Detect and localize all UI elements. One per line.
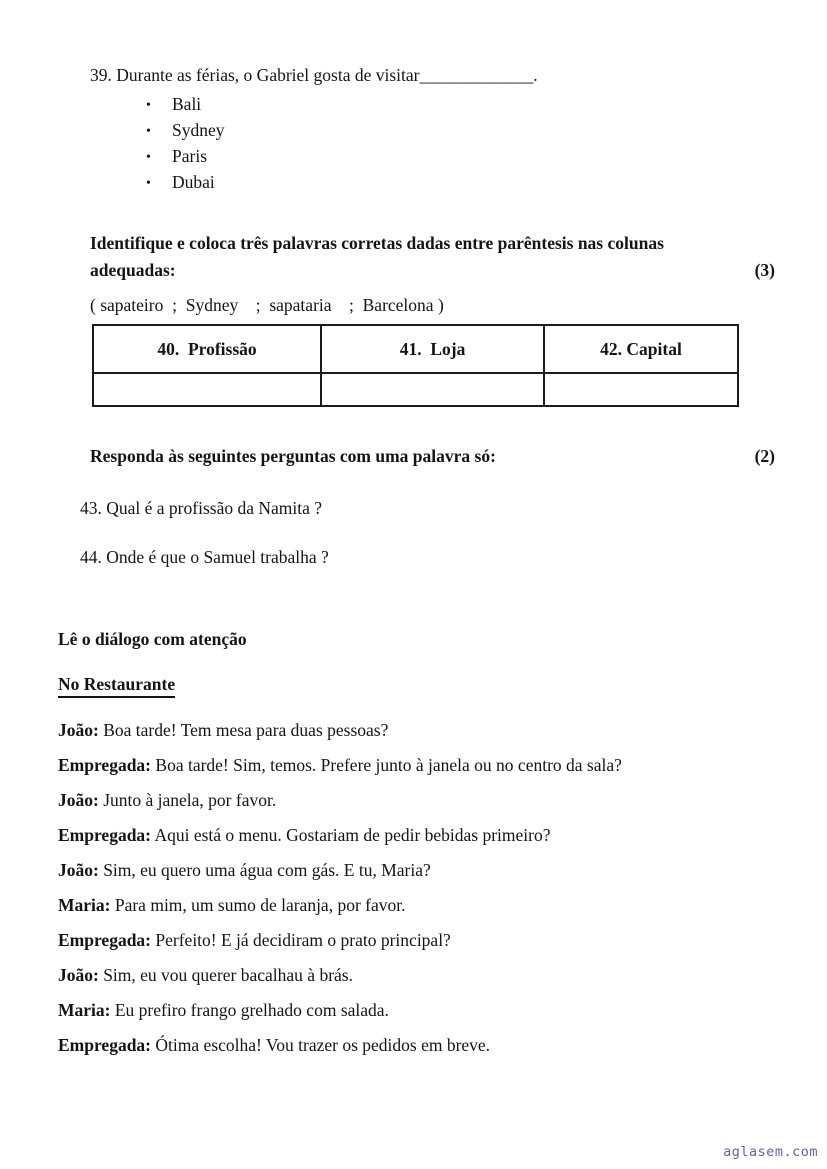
dialogue-title-text: No Restaurante bbox=[58, 674, 175, 698]
answer-cell-loja bbox=[321, 373, 544, 406]
question-39: 39. Durante as férias, o Gabriel gosta de visitar_____________. bbox=[90, 65, 538, 85]
option-label: Sydney bbox=[172, 120, 225, 140]
answer-cell-profissao bbox=[93, 373, 321, 406]
dialogue-title bbox=[58, 674, 827, 698]
dialogue-line bbox=[58, 719, 787, 741]
word-bank: ( sapateiro ; Sydney ; sapataria ; Barcelona ) bbox=[90, 295, 444, 315]
dialogue-line bbox=[58, 859, 787, 881]
answer-cell-capital bbox=[544, 373, 738, 406]
list-item bbox=[146, 92, 827, 118]
classification-table bbox=[92, 324, 739, 407]
speaker-label: João: bbox=[58, 790, 99, 810]
answer-instruction-row bbox=[90, 443, 775, 470]
column-header-profissao: 40. Profissão bbox=[93, 325, 321, 373]
dialogue-text: Sim, eu vou querer bacalhau à brás. bbox=[103, 965, 353, 985]
option-label: Dubai bbox=[172, 172, 215, 192]
dialogue-text: Boa tarde! Sim, temos. Prefere junto à janela ou no centro da sala? bbox=[155, 755, 622, 775]
dialogue-text: Boa tarde! Tem mesa para duas pessoas? bbox=[103, 720, 389, 740]
fill-table-instruction-row bbox=[90, 230, 775, 284]
dialogue bbox=[58, 719, 787, 1056]
bullet-icon: • bbox=[146, 176, 151, 191]
dialogue-line bbox=[58, 929, 787, 951]
list-item bbox=[146, 118, 827, 144]
option-label: Bali bbox=[172, 94, 202, 114]
dialogue-line bbox=[58, 964, 787, 986]
bullet-icon: • bbox=[146, 150, 151, 165]
marks-badge: (3) bbox=[754, 260, 775, 280]
dialogue-line bbox=[58, 754, 787, 776]
dialogue-line bbox=[58, 999, 787, 1021]
dialogue-line bbox=[58, 789, 787, 811]
speaker-label: Empregada: bbox=[58, 930, 152, 950]
dialogue-text: Perfeito! E já decidiram o prato principal? bbox=[155, 930, 451, 950]
question-39-options bbox=[0, 92, 827, 196]
list-item bbox=[146, 144, 827, 170]
bullet-icon: • bbox=[146, 124, 151, 139]
speaker-label: Maria: bbox=[58, 1000, 111, 1020]
speaker-label: Empregada: bbox=[58, 825, 152, 845]
dialogue-intro: Lê o diálogo com atenção bbox=[58, 629, 247, 649]
speaker-label: Maria: bbox=[58, 895, 111, 915]
speaker-label: João: bbox=[58, 720, 99, 740]
speaker-label: Empregada: bbox=[58, 1035, 152, 1055]
dialogue-text: Ótima escolha! Vou trazer os pedidos em breve. bbox=[155, 1035, 491, 1055]
question-43: 43. Qual é a profissão da Namita ? bbox=[80, 498, 323, 518]
speaker-label: Empregada: bbox=[58, 755, 152, 775]
site-watermark-link[interactable]: aglasem.com bbox=[723, 1144, 818, 1160]
dialogue-text: Eu prefiro frango grelhado com salada. bbox=[114, 1000, 389, 1020]
table-answer-row bbox=[93, 373, 738, 406]
fill-table-instruction: Identifique e coloca três palavras corretas dadas entre parêntesis nas colunas adequadas: bbox=[90, 233, 664, 280]
column-header-capital: 42. Capital bbox=[544, 325, 738, 373]
answer-instruction: Responda às seguintes perguntas com uma palavra só: bbox=[90, 446, 496, 466]
dialogue-line bbox=[58, 824, 787, 846]
speaker-label: João: bbox=[58, 965, 99, 985]
speaker-label: João: bbox=[58, 860, 99, 880]
dialogue-text: Junto à janela, por favor. bbox=[103, 790, 277, 810]
column-header-loja: 41. Loja bbox=[321, 325, 544, 373]
table-header-row bbox=[93, 325, 738, 373]
list-item bbox=[146, 170, 827, 196]
dialogue-line bbox=[58, 894, 787, 916]
dialogue-text: Para mim, um sumo de laranja, por favor. bbox=[114, 895, 406, 915]
dialogue-text: Sim, eu quero uma água com gás. E tu, Maria? bbox=[103, 860, 431, 880]
option-label: Paris bbox=[172, 146, 207, 166]
marks-badge: (2) bbox=[754, 446, 775, 466]
dialogue-text: Aqui está o menu. Gostariam de pedir bebidas primeiro? bbox=[154, 825, 551, 845]
question-44: 44. Onde é que o Samuel trabalha ? bbox=[80, 547, 329, 567]
bullet-icon: • bbox=[146, 98, 151, 113]
dialogue-line bbox=[58, 1034, 787, 1056]
